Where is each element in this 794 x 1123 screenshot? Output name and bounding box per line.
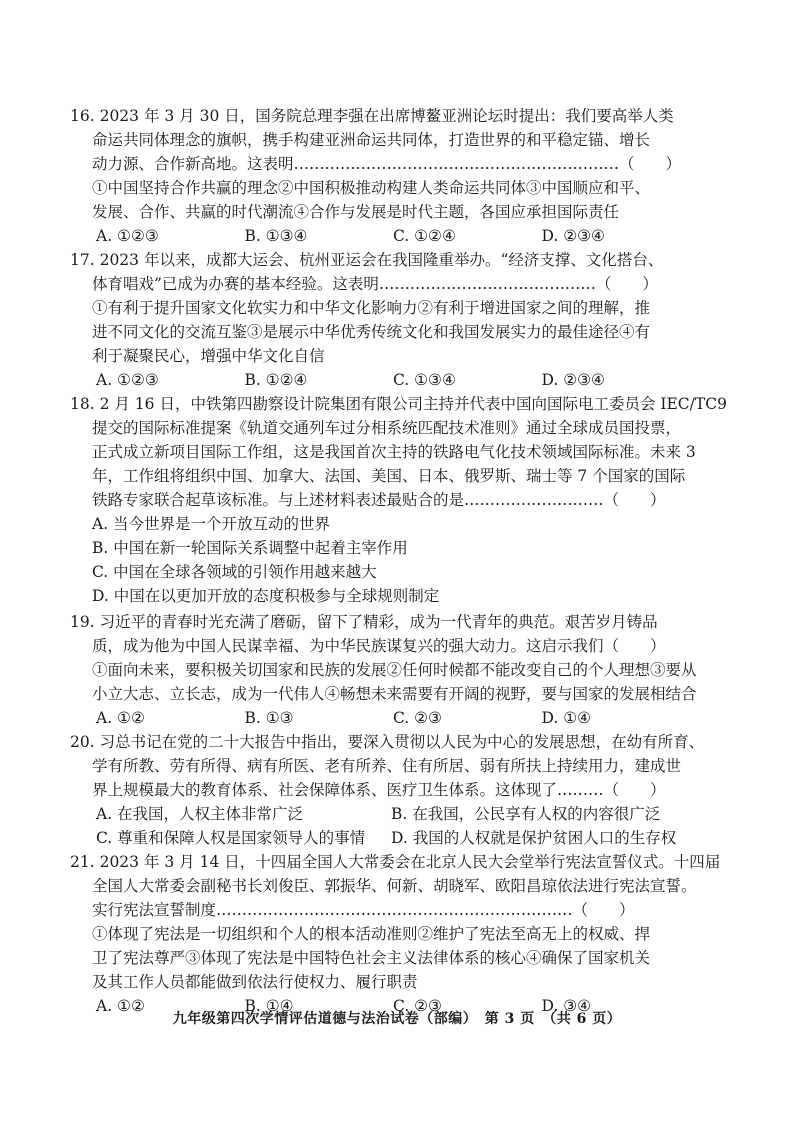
option-a: A. ①②③ bbox=[96, 227, 159, 245]
option-b: B. ①③ bbox=[244, 709, 294, 727]
question-text-line: 学有所教、劳有所得、病有所医、老有所养、住有所居、弱有所扶上持续用力，建成世 bbox=[92, 757, 682, 775]
statement-line: 发展、合作、共赢的时代潮流④合作与发展是时代主题，各国应承担国际责任 bbox=[92, 203, 620, 221]
option-a: A. 在我国，人权主体非常广泛 bbox=[96, 805, 304, 823]
question-text-line: 实行宪法宣誓制度……………………………………………………………（ ） bbox=[92, 901, 635, 919]
option-c: C. 尊重和保障人权是国家领导人的事情 bbox=[96, 829, 366, 847]
question-text-line: 铁路专家联合起草该标准。与上述材料表述最贴合的是………………………（ ） bbox=[92, 491, 666, 509]
statement-line: ①面向未来，要积极关切国家和民族的发展②任何时候都不能改变自己的个人理想③要从 bbox=[92, 661, 697, 679]
option-b: B. ①④ bbox=[244, 997, 294, 1015]
question-text-line: 质，成为他为中国人民谋幸福、为中华民族谋复兴的强大动力。这启示我们（ ） bbox=[92, 637, 666, 655]
option-d: D. 中国在以更加开放的态度积极参与全球规则制定 bbox=[92, 587, 440, 605]
question-text-line: 18. 2 月 16 日，中铁第四勘察设计院集团有限公司主持并代表中国向国际电工委员会 IEC/TC9 bbox=[70, 395, 727, 413]
option-b: B. 在我国，公民享有人权的内容很广泛 bbox=[391, 805, 661, 823]
option-c: C. ②③ bbox=[393, 709, 442, 727]
statement-line: ①中国坚持合作共赢的理念②中国积极推动构建人类命运共同体③中国顺应和平、 bbox=[92, 179, 651, 197]
option-a: A. ①② bbox=[96, 997, 145, 1015]
statement-line: ①体现了宪法是一切组织和个人的根本活动准则②维护了宪法至高无上的权威、捍 bbox=[92, 925, 651, 943]
question-text-line: 动力源、合作新高地。这表明………………………………………………………（ ） bbox=[92, 155, 682, 173]
question-text-line: 正式成立新项目国际工作组，这是我国首次主持的铁路电气化技术领域国际标准。未来 3 bbox=[92, 443, 696, 461]
option-d: D. 我国的人权就是保护贫困人口的生存权 bbox=[391, 829, 677, 847]
question-text-line: 17. 2023 年以来，成都大运会、杭州亚运会在我国隆重举办。“经济支撑、文化搭台、 bbox=[70, 251, 664, 269]
option-c: C. ②③ bbox=[393, 997, 442, 1015]
page-footer: 九年级第四次学情评估道德与法治试卷（部编） 第 3 页 （共 6 页） bbox=[172, 1011, 622, 1027]
question-text-line: 21. 2023 年 3 月 14 日，十四届全国人大常委会在北京人民大会堂举行宪法宣誓仪式。十四届 bbox=[70, 853, 721, 871]
option-b: B. ①③④ bbox=[244, 227, 308, 245]
statement-line: 利于凝聚民心，增强中华文化自信 bbox=[92, 347, 325, 365]
question-text-line: 16. 2023 年 3 月 30 日，国务院总理李强在出席博鳌亚洲论坛时提出：我们要高举人类 bbox=[70, 107, 674, 125]
statement-line: 卫了宪法尊严③体现了宪法是中国特色社会主义法律体系的核心④确保了国家机关 bbox=[92, 949, 651, 967]
question-text-line: 19. 习近平的青春时光充满了磨砺，留下了精彩，成为一代青年的典范。艰苦岁月铸品 bbox=[70, 613, 658, 631]
option-d: D. ③④ bbox=[541, 997, 592, 1015]
question-text-line: 命运共同体理念的旗帜，携手构建亚洲命运共同体，打造世界的和平稳定锚、增长 bbox=[92, 131, 651, 149]
option-d: D. ①④ bbox=[541, 709, 592, 727]
option-b: B. 中国在新一轮国际关系调整中起着主宰作用 bbox=[92, 539, 408, 557]
option-a: A. ①②③ bbox=[96, 371, 159, 389]
option-a: A. 当今世界是一个开放互动的世界 bbox=[92, 515, 331, 533]
option-b: B. ①②④ bbox=[244, 371, 308, 389]
question-16 bbox=[70, 104, 690, 248]
question-21 bbox=[70, 850, 721, 1018]
statement-line: ①有利于提升国家文化软实力和中华文化影响力②有利于增进国家之间的理解，推 bbox=[92, 299, 651, 317]
question-18 bbox=[70, 392, 727, 608]
answer-options-row bbox=[70, 802, 690, 826]
question-19 bbox=[70, 610, 697, 730]
question-text-line: 年，工作组将组织中国、加拿大、法国、美国、日本、俄罗斯、瑞士等 7 个国家的国际 bbox=[92, 467, 686, 485]
option-c: C. 中国在全球各领域的引领作用越来越大 bbox=[92, 563, 377, 581]
question-text-line: 体育唱戏”已成为办赛的基本经验。这表明……………………………………（ ） bbox=[92, 275, 658, 293]
option-d: D. ②③④ bbox=[541, 371, 605, 389]
answer-options bbox=[70, 706, 690, 730]
option-c: C. ①②④ bbox=[393, 227, 456, 245]
question-text-line: 界上规模最大的教育体系、社会保障体系、医疗卫生体系。这体现了………（ ） bbox=[92, 781, 666, 799]
question-text-line: 20. 习总书记在党的二十大报告中指出，要深入贯彻以人民为中心的发展思想，在幼有所育、 bbox=[70, 733, 705, 751]
answer-options bbox=[70, 368, 690, 392]
option-c: C. ①③④ bbox=[393, 371, 456, 389]
answer-options-row bbox=[70, 826, 690, 850]
statement-line: 进不同文化的交流互鉴③是展示中华优秀传统文化和我国发展实力的最佳途径④有 bbox=[92, 323, 651, 341]
option-a: A. ①② bbox=[96, 709, 145, 727]
answer-options bbox=[70, 224, 690, 248]
option-d: D. ②③④ bbox=[541, 227, 605, 245]
statement-line: 小立大志、立长志，成为一代伟人④畅想未来需要有开阔的视野，要与国家的发展相结合 bbox=[92, 685, 697, 703]
question-text-line: 全国人大常委会副秘书长刘俊臣、郭振华、何新、胡晓军、欧阳昌琼依法进行宪法宣誓。 bbox=[92, 877, 697, 895]
question-20 bbox=[70, 730, 705, 850]
question-text-line: 提交的国际标准提案《轨道交通列车过分相系统匹配技术准则》通过全球成员国投票， bbox=[92, 419, 682, 437]
question-17 bbox=[70, 248, 690, 392]
statement-line: 及其工作人员都能做到依法行使权力、履行职责 bbox=[92, 973, 418, 991]
